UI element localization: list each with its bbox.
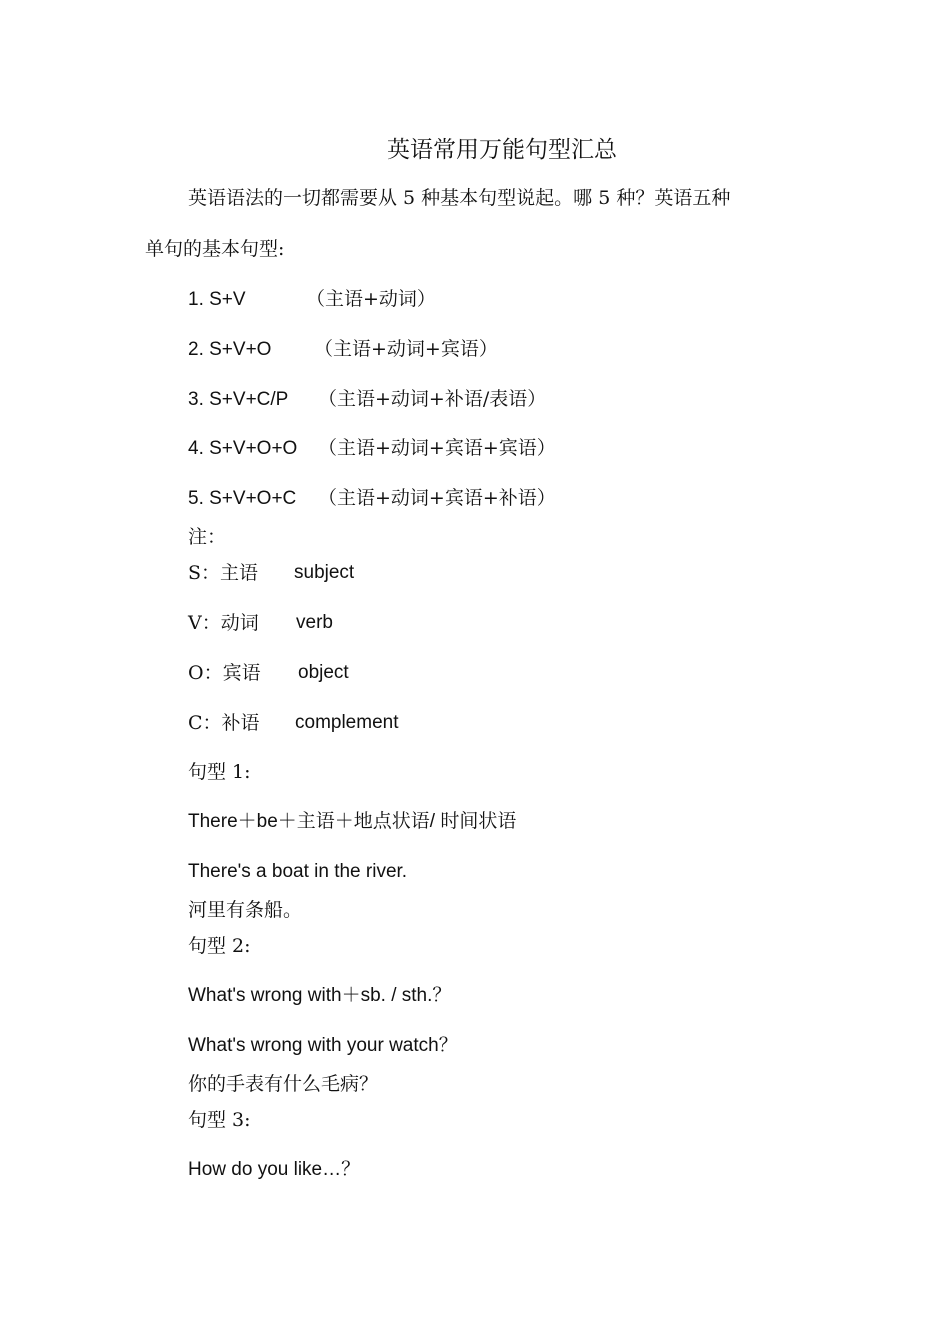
pattern-description: （主语+动词+宾语+补语）	[318, 487, 556, 509]
pattern-description: （主语+动词）	[306, 288, 436, 310]
pattern-formula: 1. S+V	[188, 289, 246, 310]
sentence-pattern-heading: 句型 3:	[188, 1109, 251, 1131]
sentence-pattern-structure: What's wrong with＋sb. / sth.？	[188, 985, 452, 1006]
term-item	[188, 561, 355, 585]
pattern-formula: 3. S+V+C/P	[188, 389, 289, 410]
pattern-item	[188, 436, 556, 461]
term-english: subject	[294, 562, 355, 583]
pattern-description: （主语+动词+补语/表语）	[318, 388, 547, 410]
sentence-pattern-structure: There＋be＋主语＋地点状语/ 时间状语	[188, 811, 517, 832]
pattern-description: （主语+动词+宾语+宾语）	[318, 437, 556, 459]
term-item	[188, 711, 399, 735]
intro-line-2: 单句的基本句型:	[145, 238, 285, 260]
pattern-description: （主语+动词+宾语）	[314, 338, 498, 360]
sentence-pattern-structure: How do you like…？	[188, 1159, 361, 1180]
document-title: 英语常用万能句型汇总	[387, 137, 617, 163]
term-item	[188, 611, 333, 635]
term-abbreviation: C：补语	[188, 712, 260, 734]
example-chinese: 你的手表有什么毛病？	[188, 1073, 379, 1095]
note-label: 注：	[188, 526, 227, 548]
term-english: verb	[296, 612, 333, 633]
term-english: object	[298, 662, 349, 683]
pattern-formula: 4. S+V+O+O	[188, 438, 298, 459]
pattern-item	[188, 387, 547, 412]
intro-line-1: 英语语法的一切都需要从 5 种基本句型说起。哪 5 种？英语五种	[188, 187, 731, 209]
example-english: What's wrong with your watch？	[188, 1035, 458, 1056]
example-english: There's a boat in the river.	[188, 861, 408, 882]
term-item	[188, 661, 349, 685]
term-abbreviation: O：宾语	[188, 662, 261, 684]
term-english: complement	[295, 712, 399, 733]
term-abbreviation: V：动词	[188, 612, 259, 634]
sentence-pattern-heading: 句型 2:	[188, 935, 251, 957]
pattern-item	[188, 486, 556, 511]
term-abbreviation: S：主语	[188, 562, 259, 584]
pattern-item	[188, 287, 436, 312]
pattern-item	[188, 337, 498, 362]
pattern-formula: 2. S+V+O	[188, 339, 272, 360]
sentence-pattern-heading: 句型 1:	[188, 761, 251, 783]
example-chinese: 河里有条船。	[188, 899, 303, 921]
pattern-formula: 5. S+V+O+C	[188, 488, 297, 509]
